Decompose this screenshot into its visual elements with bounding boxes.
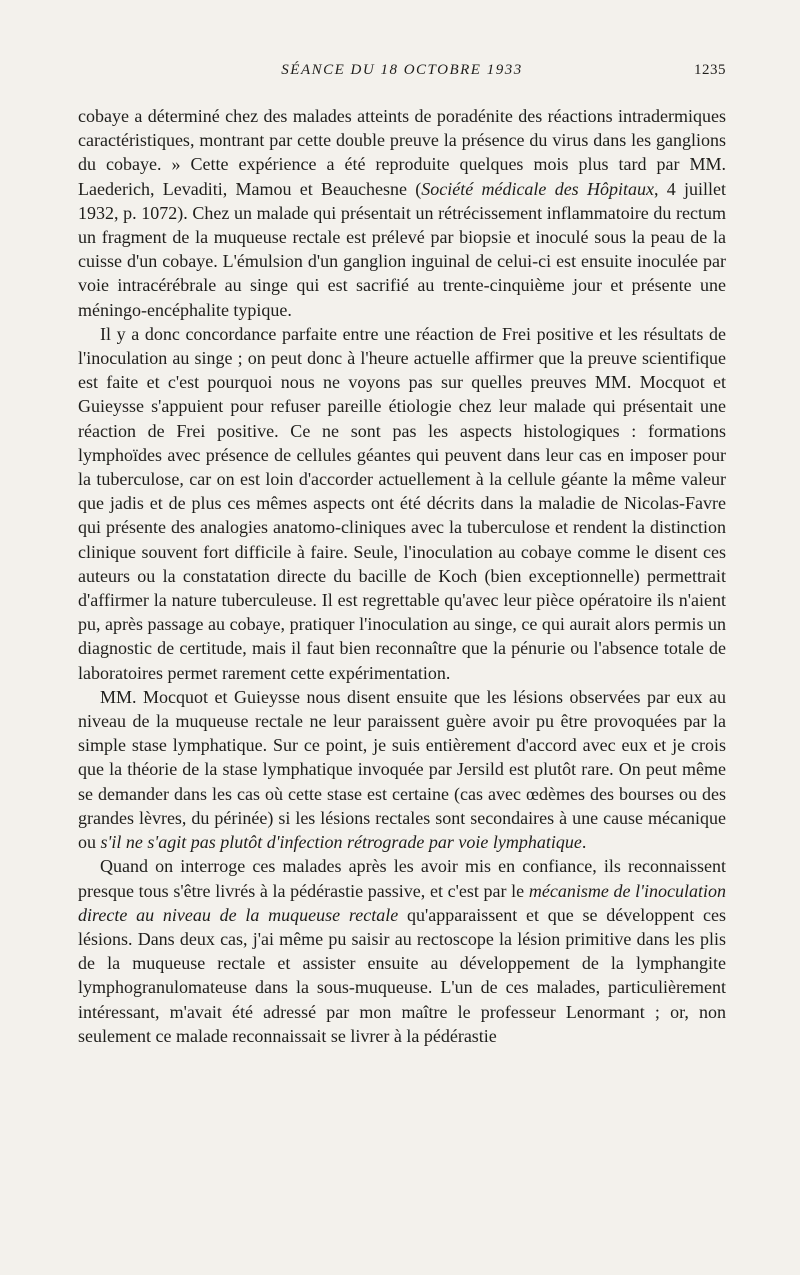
paragraph-3 [78,685,726,854]
paragraph-2 [78,322,726,685]
paragraph-2-text: Il y a donc concordance parfaite entre une réaction de Frei positive et les résultats de l'inoculation au singe ; on peut donc à l'heure actuelle affirmer que la preuve scientifique est faite et c'est pourquoi nous ne voyons pas sur quelles preuves MM. Mocquot et Guieysse s'appuient pour refuser pareille étiologie chez leur malade qui présentait une réaction de Frei positive. Ce ne sont pas les aspects histologiques : formations lymphoïdes avec présence de cellules géantes qui peuvent dans leur cas en imposer pour la tuberculose, car on est loin d'accorder actuellement à la cellule géante la même valeur que jadis et de plus ces mêmes aspects ont été décrits dans la maladie de Nicolas-Favre qui présente des analogies anatomo-cliniques avec la tuberculose et rendent la distinction clinique souvent fort difficile à faire. Seule, l'inoculation au cobaye comme le disent ces auteurs ou la constatation directe du bacille de Koch (bien exceptionnelle) permettrait d'affirmer la nature tuberculeuse. Il est regrettable qu'avec leur pièce opératoire ils n'aient pu, après passage au cobaye, pratiquer l'inoculation au singe, ce qui aurait alors permis un diagnostic de certitude, mais il faut bien reconnaître que la pénurie ou l'absence totale de laboratoires permet rarement cette expérimentation. [78,323,726,683]
paragraph-4-text-2: qu'apparaissent et que se développent ces lésions. Dans deux cas, j'ai même pu saisir au rectoscope la lésion primitive dans les plis de la muqueuse rectale et assister ensuite au développement de la lymphangite lymphogranulomateuse dans la sous-muqueuse. L'un de ces malades, particulièrement intéressant, m'avait été adressé par mon maître le professeur Lenormant ; or, non seulement ce malade reconnaissait se livrer à la pédérastie [78,904,726,1046]
body-text [78,104,726,1048]
paragraph-4 [78,854,726,1048]
paragraph-3-italic-phrase: s'il ne s'agit pas plutôt d'infection rétrograde par voie lymphatique [100,832,582,853]
paragraph-4-italic-phrase: mécanisme de l'inoculation directe au niveau de la muqueuse rectale [78,880,726,925]
page-number: 1235 [694,62,726,78]
paragraph-1-journal-title: Société médicale des Hôpitaux [421,178,654,199]
paragraph-1-text-2: , 4 juillet 1932, p. 1072). Chez un malade qui présentait un rétrécissement inflammatoire du rectum un fragment de la muqueuse rectale est prélevé par biopsie et inoculé sous la peau de la cuisse d'un cobaye. L'émulsion d'un ganglion inguinal de celui-ci est ensuite inoculée par voie intracérébrale au singe qui est sacrifié au trente-cinquième jour et présente une méningo-encéphalite typique. [78,178,726,320]
running-title: SÉANCE DU 18 OCTOBRE 1933 [281,62,523,78]
paragraph-3-text-2: . [581,832,587,853]
paragraph-4-text: Quand on interroge ces malades après les avoir mis en confiance, ils reconnaissent presque tous s'être livrés à la pédérastie passive, et c'est par le [78,856,726,901]
running-head [78,62,726,84]
paragraph-1-text: cobaye a déterminé chez des malades atteints de poradénite des réactions intradermiques caractéristiques, montrant par cette double preuve la présence du virus dans les ganglions du cobaye. » Cette expérience a été reproduite quelques mois plus tard par MM. Laederich, Levaditi, Mamou et Beauchesne ( [78,106,726,199]
paragraph-3-text: MM. Mocquot et Guieysse nous disent ensuite que les lésions observées par eux au niveau de la muqueuse rectale ne leur paraissent guère avoir pu être provoquées par la simple stase lymphatique. Sur ce point, je suis entièrement d'accord avec eux et je crois que la théorie de la stase lymphatique invoquée par Jersild est plutôt rare. On peut même se demander dans les cas où cette stase est certaine (cas avec œdèmes des bourses ou des grandes lèvres, du périnée) si les lésions rectales sont secondaires à une cause mécanique ou [78,686,726,853]
paragraph-1 [78,104,726,322]
